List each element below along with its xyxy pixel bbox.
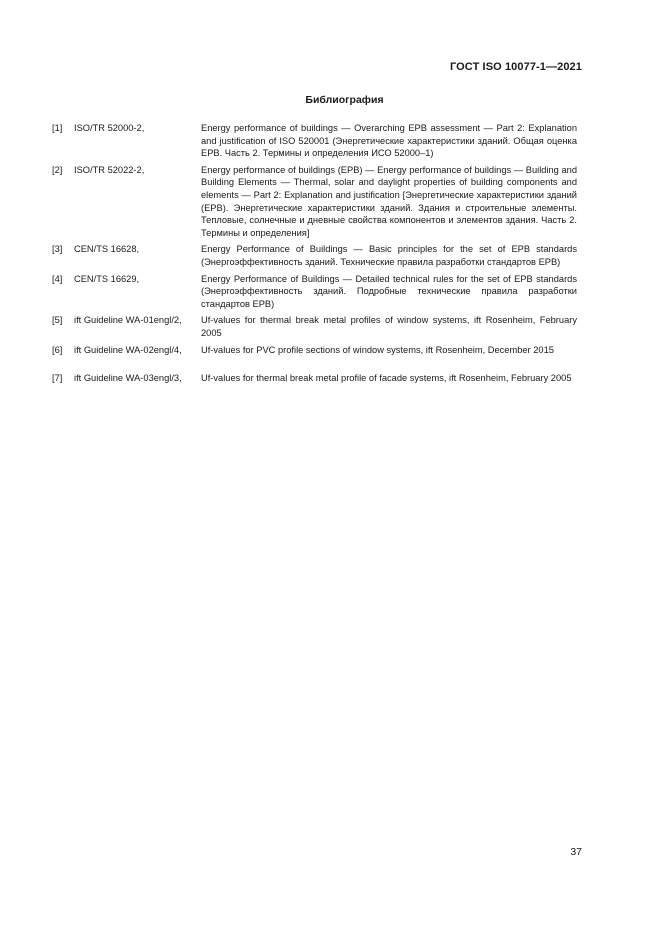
entry-description: Energy Performance of Buildings — Detailed technical rules for the set of EPB standards (Энергоэффективность зданий. Подробные технические правила разработки стандартов EPB) <box>201 273 577 309</box>
entry-reference: CEN/TS 16628, <box>74 244 140 255</box>
bibliography-entry <box>52 164 577 240</box>
document-header: ГОСТ ISO 10077-1—2021 <box>449 61 582 73</box>
entry-number: [3] <box>52 244 63 255</box>
entry-description: Uf-values for thermal break metal profile of facade systems, ift Rosenheim, February 2005 <box>201 373 572 384</box>
bibliography-entry <box>52 273 577 311</box>
entry-reference: ISO/TR 52000-2, <box>74 123 145 133</box>
entry-description: Energy performance of buildings (EPB) — Energy performance of buildings — Building and Building Elements — Thermal, solar and daylight properties of building components and elements — Part 2: Explanation and justification [Энергетические характеристики зданий (EPB). Энергетические характеристики зданий. Здания и строительные элементы. Тепловые, солнечные и дневные свойства компонентов и элементов здания. Часть 2. Термины и определения] <box>201 164 577 238</box>
entry-description: Uf-values for PVC profile sections of window systems, ift Rosenheim, December 2015 <box>201 344 554 355</box>
entry-description: Energy Performance of Buildings — Basic principles for the set of EPB standards (Энергоэффективность зданий. Технические правила разработки стандартов EPB) <box>201 244 577 267</box>
entry-number: [7] <box>52 373 63 384</box>
entry-number: [6] <box>52 344 63 355</box>
entry-number: [5] <box>52 315 63 326</box>
page-number: 37 <box>570 846 582 858</box>
entry-reference: ift Guideline WA-01engl/2, <box>74 315 182 326</box>
entry-number: [4] <box>52 273 63 284</box>
bibliography-entry <box>52 243 577 268</box>
entry-description: Energy performance of buildings — Overarching EPB assessment — Part 2: Explanation and justification of ISO 520001 (Энергетические характеристики зданий. Общая оценка EPB. Часть 2. Термины и определения ИСО 52000–1) <box>201 123 577 159</box>
entry-description: Uf-values for thermal break metal profiles of window systems, ift Rosenheim, February 2005 <box>201 315 577 338</box>
entry-number: [2] <box>52 164 63 175</box>
entry-number: [1] <box>52 123 63 133</box>
bibliography-entry <box>52 344 577 357</box>
bibliography-title: Библиография <box>305 94 384 106</box>
bibliography-entry <box>52 314 577 339</box>
bibliography-entry <box>52 372 577 385</box>
bibliography-entry <box>52 122 577 160</box>
bibliography-list <box>52 122 577 389</box>
entry-reference: CEN/TS 16629, <box>74 273 140 284</box>
entry-reference: ift Guideline WA-03engl/3, <box>74 373 182 384</box>
entry-reference: ift Guideline WA-02engl/4, <box>74 344 182 355</box>
entry-reference: ISO/TR 52022-2, <box>74 164 145 175</box>
